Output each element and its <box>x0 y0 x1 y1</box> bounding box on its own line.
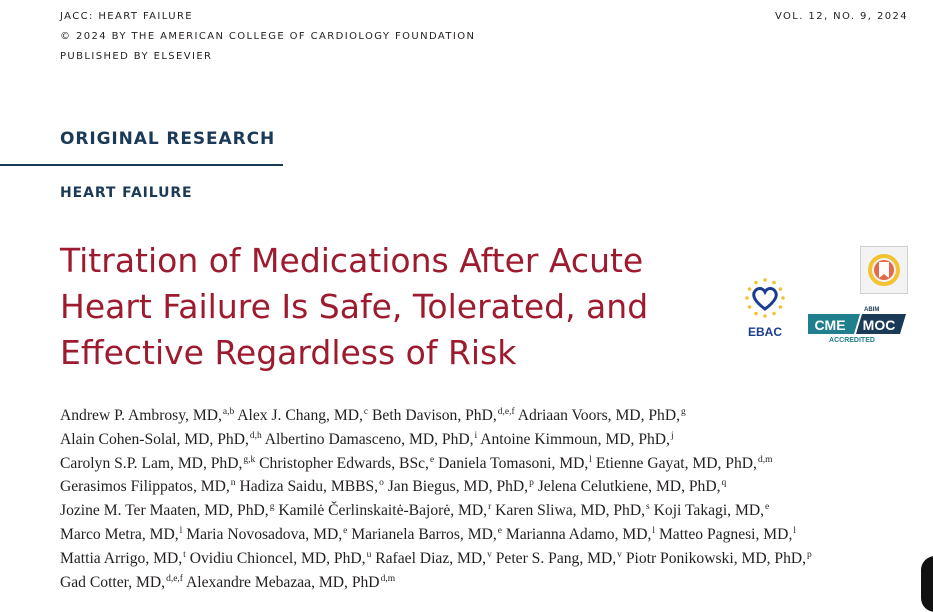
author-name: Carolyn S.P. Lam, MD, PhD, <box>60 454 243 472</box>
author-name: Peter S. Pang, MD, <box>495 549 617 567</box>
affiliation-marker: d,m <box>757 454 773 465</box>
author-name: Koji Takagi, MD, <box>653 502 765 520</box>
author-name: Jelena Celutkiene, MD, PhD, <box>537 478 721 496</box>
author-name: Rafael Diaz, MD, <box>375 549 487 567</box>
author[interactable] <box>237 407 368 424</box>
author[interactable] <box>518 407 686 424</box>
affiliation-marker: e <box>343 525 348 536</box>
author[interactable] <box>186 526 347 543</box>
author[interactable] <box>239 478 383 495</box>
author-name: Matteo Pagnesi, MD, <box>658 525 793 543</box>
author-name: Piotr Ponikowski, MD, PhD, <box>625 549 807 567</box>
author[interactable] <box>506 526 655 543</box>
author[interactable] <box>375 550 492 567</box>
affiliation-marker: e <box>765 502 770 513</box>
author[interactable] <box>496 550 622 567</box>
author-line <box>60 523 920 547</box>
author[interactable] <box>265 431 477 448</box>
author[interactable] <box>60 526 182 543</box>
title-line: Heart Failure Is Safe, Tolerated, and <box>60 287 649 326</box>
affiliation-marker: v <box>487 549 492 560</box>
moc-label: MOC <box>862 317 896 333</box>
volume-info: VOL. 12, NO. 9, 2024 <box>774 11 908 22</box>
author[interactable] <box>60 478 236 495</box>
author-line <box>60 571 920 595</box>
affiliation-marker: d,e,f <box>166 573 183 584</box>
author-line <box>60 475 920 499</box>
article-title <box>60 238 760 376</box>
author-name: Maria Novosadova, MD, <box>186 525 343 543</box>
author-name: Kamilė Čerlinskaitė-Bajorė, MD, <box>278 502 488 520</box>
author[interactable] <box>190 550 372 567</box>
author-name: Adriaan Voors, MD, PhD, <box>517 407 680 424</box>
affiliation-marker: t <box>183 549 186 560</box>
author-name: Jozine M. Ter Maaten, MD, PhD, <box>60 502 269 520</box>
affiliation-marker: l <box>652 525 656 536</box>
author-line <box>60 428 920 452</box>
author-name: Etienne Gayat, MD, PhD, <box>595 454 757 472</box>
affiliation-marker: d,e,f <box>497 407 515 417</box>
affiliation-marker: g <box>681 407 686 417</box>
affiliation-marker: d,m <box>380 573 396 584</box>
affiliation-marker: l <box>793 525 796 536</box>
author-name: Christopher Edwards, BSc, <box>259 454 429 472</box>
author-line <box>60 499 920 523</box>
ebac-badge-icon <box>740 276 790 340</box>
accredited-label: ACCREDITED <box>829 337 875 344</box>
affiliation-marker: n <box>230 478 236 489</box>
author-name: Albertino Damasceno, MD, PhD, <box>264 430 474 448</box>
affiliation-marker: l <box>179 525 183 536</box>
author-name: Daniela Tomasoni, MD, <box>438 454 589 472</box>
copyright-line: © 2024 BY THE AMERICAN COLLEGE OF CARDIOLOGY FOUNDATION <box>60 31 476 42</box>
affiliation-marker: u <box>366 549 372 560</box>
author[interactable] <box>626 550 812 567</box>
author[interactable] <box>351 526 502 543</box>
cme-moc-badge-icon <box>806 304 908 344</box>
author[interactable] <box>438 455 592 472</box>
author[interactable] <box>259 455 434 472</box>
affiliation-marker: p <box>529 478 534 489</box>
author[interactable] <box>186 574 395 591</box>
author[interactable] <box>278 502 491 519</box>
author-name: Gad Cotter, MD, <box>60 573 166 591</box>
author-list <box>60 404 920 594</box>
affiliation-marker: o <box>379 478 384 489</box>
author[interactable] <box>654 502 770 519</box>
journal-name: JACC: HEART FAILURE <box>60 11 194 22</box>
author-name: Mattia Arrigo, MD, <box>60 549 183 567</box>
ebac-label: EBAC <box>747 325 783 339</box>
affiliation-marker: g <box>269 502 275 513</box>
author-line <box>60 452 920 476</box>
affiliation-marker: l <box>589 454 592 465</box>
title-line: Effective Regardless of Risk <box>60 333 517 372</box>
author[interactable] <box>60 407 234 424</box>
scroll-edge <box>921 556 933 612</box>
affiliation-marker: j <box>670 430 674 441</box>
affiliation-marker: a,b <box>222 407 235 417</box>
affiliation-marker: e <box>497 525 502 536</box>
author-name: Marianela Barros, MD, <box>351 525 497 543</box>
affiliation-marker: r <box>488 502 492 513</box>
author-name: Marco Metra, MD, <box>60 525 179 543</box>
author[interactable] <box>60 455 255 472</box>
section-divider <box>0 164 283 166</box>
affiliation-marker: c <box>363 407 369 417</box>
author-name: Marianna Adamo, MD, <box>505 525 652 543</box>
author[interactable] <box>372 407 515 424</box>
author-name: Gerasimos Filippatos, MD, <box>60 478 230 496</box>
author[interactable] <box>60 431 262 448</box>
publisher-line: PUBLISHED BY ELSEVIER <box>60 51 213 62</box>
affiliation-marker: p <box>807 549 812 560</box>
author[interactable] <box>659 526 796 543</box>
author-name: Alain Cohen-Solal, MD, PhD, <box>60 430 249 448</box>
author-name: Beth Davison, PhD, <box>372 407 497 424</box>
section-label: ORIGINAL RESEARCH <box>60 129 276 149</box>
bookmark-icon[interactable] <box>860 246 908 294</box>
subsection-label: HEART FAILURE <box>60 185 193 201</box>
author-name: Andrew P. Ambrosy, MD, <box>60 407 222 424</box>
author[interactable] <box>480 431 673 448</box>
author-name: Antoine Kimmoun, MD, PhD, <box>480 430 670 448</box>
author[interactable] <box>60 574 183 591</box>
cme-label: CME <box>814 317 846 333</box>
affiliation-marker: d,h <box>249 430 262 441</box>
affiliation-marker: e <box>429 454 435 465</box>
author[interactable] <box>538 478 727 495</box>
title-line: Titration of Medications After Acute <box>60 241 644 280</box>
author-line <box>60 404 920 428</box>
affiliation-marker: g,k <box>243 454 256 465</box>
author[interactable] <box>495 502 650 519</box>
abim-label: ABIM <box>864 307 880 313</box>
author-name: Ovidiu Chioncel, MD, PhD, <box>189 549 366 567</box>
author-name: Hadiza Saidu, MBBS, <box>239 478 379 496</box>
author[interactable] <box>596 455 773 472</box>
author-name: Jan Biegus, MD, PhD, <box>387 478 529 496</box>
author-name: Alexandre Mebazaa, MD, PhD <box>186 573 380 591</box>
affiliation-marker: v <box>617 549 622 560</box>
author-line <box>60 547 920 571</box>
affiliation-marker: q <box>721 478 727 489</box>
affiliation-marker: i <box>474 430 478 441</box>
author[interactable] <box>60 550 186 567</box>
author-name: Alex J. Chang, MD, <box>237 407 363 424</box>
author[interactable] <box>388 478 534 495</box>
author-name: Karen Sliwa, MD, PhD, <box>495 502 646 520</box>
affiliation-marker: s <box>646 502 650 513</box>
author[interactable] <box>60 502 274 519</box>
